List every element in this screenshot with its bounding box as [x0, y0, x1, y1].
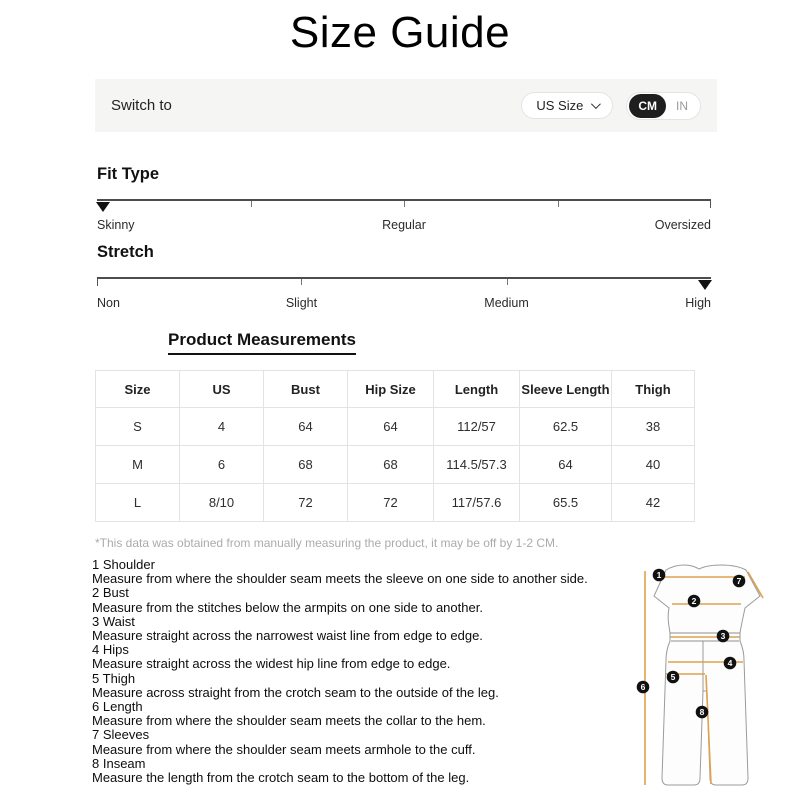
list-item	[92, 558, 632, 586]
instr-num: 6	[92, 699, 100, 715]
instr-num: 8	[92, 755, 100, 771]
cell: 64	[264, 408, 348, 446]
instr-name: Waist	[102, 613, 135, 629]
tick-mark	[558, 201, 559, 207]
instr-desc: Measure from where the shoulder seam meets the collar to the hem.	[92, 713, 486, 729]
tick-mark	[97, 279, 98, 286]
fit-type-section	[97, 165, 711, 234]
fit-label-oversized: Oversized	[654, 218, 711, 232]
instr-num: 3	[92, 613, 100, 629]
instr-name: Sleeves	[102, 727, 150, 743]
fit-type-track	[97, 199, 711, 211]
cell: 62.5	[520, 408, 612, 446]
cell: 65.5	[520, 484, 612, 522]
col-bust: Bust	[264, 371, 348, 408]
instr-num: 4	[92, 642, 100, 658]
marker-1-label: 1	[656, 570, 662, 580]
stretch-marker-icon	[698, 280, 712, 290]
cell: 38	[612, 408, 695, 446]
fit-label-skinny: Skinny	[97, 218, 135, 232]
col-sleeve-length: Sleeve Length	[520, 371, 612, 408]
stretch-section	[97, 243, 711, 312]
fit-type-labels	[97, 218, 711, 234]
stretch-label-non: Non	[97, 296, 120, 310]
instr-name: Thigh	[102, 670, 136, 686]
stretch-label-high: High	[685, 296, 711, 310]
list-item	[92, 757, 632, 785]
cell: 64	[348, 408, 434, 446]
cell: 68	[264, 446, 348, 484]
col-thigh: Thigh	[612, 371, 695, 408]
col-us: US	[180, 371, 264, 408]
marker-8-label: 8	[699, 707, 705, 717]
cell: 42	[612, 484, 695, 522]
marker-2-label: 2	[691, 596, 697, 606]
list-item	[92, 615, 632, 643]
cell: 117/57.6	[434, 484, 520, 522]
cell: S	[96, 408, 180, 446]
jumpsuit-measurement-diagram	[632, 556, 767, 797]
size-standard-value: US Size	[536, 98, 584, 113]
instr-desc: Measure from the stitches below the armpits on one side to another.	[92, 599, 483, 615]
product-measurements-heading: Product Measurements	[168, 330, 356, 355]
instr-num: 5	[92, 670, 100, 686]
instr-num: 1	[92, 557, 100, 572]
unit-switch-bar	[95, 79, 717, 132]
tick-mark	[404, 201, 405, 207]
measurements-table	[95, 370, 695, 522]
tick-mark	[301, 279, 302, 285]
tick-mark	[251, 201, 252, 207]
instr-desc: Measure across straight from the crotch seam to the outside of the leg.	[92, 684, 499, 700]
marker-4-label: 4	[727, 658, 733, 668]
tick-mark	[710, 201, 711, 208]
stretch-label-medium: Medium	[484, 296, 529, 310]
tick-mark	[507, 279, 508, 285]
instr-desc: Measure straight across the narrowest waist line from edge to edge.	[92, 628, 483, 644]
switch-controls	[521, 92, 701, 120]
table-row	[96, 408, 695, 446]
cell: 72	[264, 484, 348, 522]
cell: 64	[520, 446, 612, 484]
instr-name: Bust	[102, 585, 129, 601]
col-length: Length	[434, 371, 520, 408]
measurement-disclaimer: *This data was obtained from manually measuring the product, it may be off by 1-2 CM.	[95, 536, 559, 550]
stretch-track	[97, 277, 711, 289]
instr-num: 7	[92, 727, 100, 743]
instr-num: 2	[92, 585, 100, 601]
marker-5-label: 5	[670, 672, 676, 682]
marker-3-label: 3	[720, 631, 726, 641]
chevron-down-icon	[591, 99, 601, 109]
list-item	[92, 728, 632, 756]
size-standard-dropdown[interactable]	[521, 92, 613, 119]
how-to-measure-section	[92, 556, 800, 797]
stretch-label-slight: Slight	[285, 296, 318, 310]
fit-label-regular: Regular	[382, 218, 426, 232]
cell: 112/57	[434, 408, 520, 446]
size-guide-page	[0, 8, 800, 800]
cell: 6	[180, 446, 264, 484]
unit-toggle	[626, 92, 701, 120]
stretch-heading: Stretch	[97, 243, 154, 261]
col-hip-size: Hip Size	[348, 371, 434, 408]
marker-6-label: 6	[640, 682, 646, 692]
cell: M	[96, 446, 180, 484]
col-size: Size	[96, 371, 180, 408]
cell: 8/10	[180, 484, 264, 522]
unit-in-button[interactable]: IN	[676, 98, 688, 113]
cell: 114.5/57.3	[434, 446, 520, 484]
instr-desc: Measure from where the shoulder seam meets the sleeve on one side to another side.	[92, 571, 588, 587]
cell: L	[96, 484, 180, 522]
list-item	[92, 700, 632, 728]
jumpsuit-diagram-svg	[632, 556, 767, 792]
instr-name: Inseam	[102, 755, 146, 771]
instr-name: Length	[102, 699, 143, 715]
table-row	[96, 484, 695, 522]
marker-7-label: 7	[736, 576, 742, 586]
cell: 72	[348, 484, 434, 522]
instr-name: Shoulder	[102, 557, 155, 572]
instr-name: Hips	[102, 642, 129, 658]
cell: 40	[612, 446, 695, 484]
cell: 4	[180, 408, 264, 446]
list-item	[92, 586, 632, 614]
fit-type-heading: Fit Type	[97, 165, 160, 183]
unit-cm-button[interactable]: CM	[629, 94, 666, 118]
switch-to-label: Switch to	[111, 97, 172, 114]
list-item	[92, 672, 632, 700]
instr-desc: Measure straight across the widest hip line from edge to edge.	[92, 656, 451, 672]
instr-desc: Measure the length from the crotch seam to the bottom of the leg.	[92, 770, 470, 786]
table-row	[96, 446, 695, 484]
list-item	[92, 643, 632, 671]
instruction-list	[92, 556, 632, 797]
page-title: Size Guide	[289, 8, 511, 57]
stretch-labels	[97, 296, 711, 312]
table-header-row	[96, 371, 695, 408]
cell: 68	[348, 446, 434, 484]
instr-desc: Measure from where the shoulder seam meets armhole to the cuff.	[92, 741, 476, 757]
fit-type-marker-icon	[96, 202, 110, 212]
